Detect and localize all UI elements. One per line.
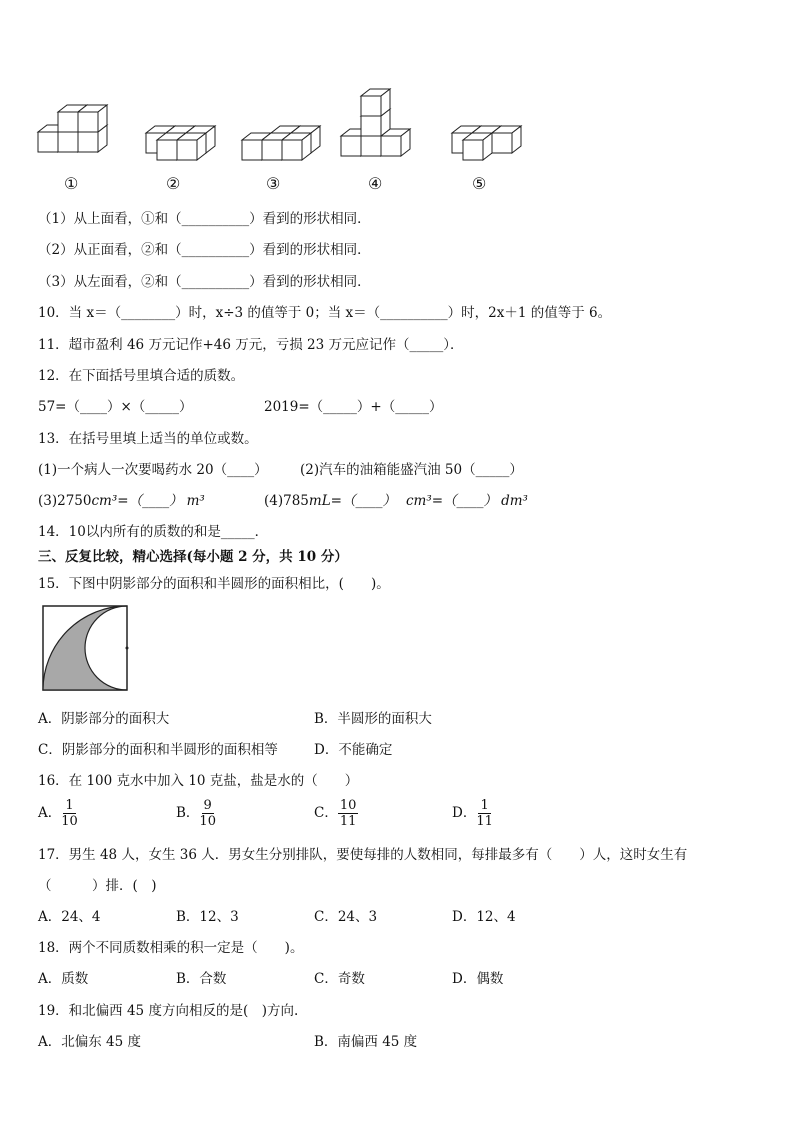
q9-sub2: （2）从正面看，②和（__________）看到的形状相同． [38, 242, 371, 258]
question-15-option-d: D．不能确定 [314, 742, 393, 758]
question-12-a: 57=（____）×（_____） [38, 399, 193, 415]
section-3-heading: 三、反复比较，精心选择(每小题 2 分，共 10 分） [38, 549, 348, 565]
question-12-b: 2019=（_____）+（_____） [264, 399, 443, 415]
question-13-part1: (1)一个病人一次要喝药水 20（____） [38, 462, 268, 478]
question-19-option-b: B．南偏西 45 度 [314, 1034, 418, 1050]
semicircle-shaded-figure [40, 603, 132, 695]
cube-figure-5 [438, 118, 528, 163]
question-18-option-a: A．质数 [38, 971, 89, 987]
q9-sub3: （3）从左面看，②和（__________）看到的形状相同． [38, 274, 371, 290]
question-18-option-c: C．奇数 [314, 971, 365, 987]
cube-face [58, 132, 78, 152]
cube-face [78, 112, 98, 132]
question-18-option-b: B．合数 [176, 971, 227, 987]
cube-face [38, 132, 58, 152]
question-13-part4: (4)785mL=（____） cm³=（____） dm³ [264, 493, 528, 509]
cube-face [157, 140, 177, 160]
question-13-part3: (3)2750cm³=（____） m³ [38, 493, 205, 509]
question-17-option-b: B．12、3 [176, 909, 239, 925]
cube-face [463, 140, 483, 160]
cube-figure-1 [30, 98, 120, 158]
figure-label-2: ② [166, 174, 181, 193]
question-19-stem: 19．和北偏西 45 度方向相反的是( )方向. [38, 1003, 299, 1019]
q9-sub1: （1）从上面看，①和（__________）看到的形状相同． [38, 211, 371, 227]
figure-label-3: ③ [266, 174, 281, 193]
cube-face [78, 132, 98, 152]
cube-face [177, 140, 197, 160]
cube-figure-4 [336, 80, 426, 160]
question-16-option-c: C． $\frac{10}{11}$ [314, 798, 357, 829]
question-11: 11．超市盈利 46 万元记作+46 万元，亏损 23 万元应记作（_____）． [38, 337, 464, 353]
figure-label-5: ⑤ [472, 174, 487, 193]
question-17-option-d: D．12、4 [452, 909, 516, 925]
cube-face [361, 136, 381, 156]
question-16-stem: 16．在 100 克水中加入 10 克盐，盐是水的（ ） [38, 773, 359, 789]
question-17-option-a: A．24、4 [38, 909, 101, 925]
cube-face [381, 136, 401, 156]
cube-face [282, 140, 302, 160]
question-16-option-d: D． $\frac{1}{11}$ [452, 798, 493, 829]
question-15-stem: 15．下图中阴影部分的面积和半圆形的面积相比，( )。 [38, 576, 390, 592]
question-19-option-a: A．北偏东 45 度 [38, 1034, 142, 1050]
question-17-option-c: C．24、3 [314, 909, 378, 925]
question-10: 10．当 x＝（________）时，x÷3 的值等于 0；当 x＝（__________）时，2x＋1 的值等于 6。 [38, 305, 612, 321]
question-16-option-b: B． $\frac{9}{10}$ [176, 798, 216, 829]
cube-face [492, 133, 512, 153]
question-18-option-d: D．偶数 [452, 971, 504, 987]
cube-face [262, 140, 282, 160]
question-14: 14．10以内所有的质数的和是_____． [38, 524, 269, 540]
cube-figure-3 [236, 108, 326, 163]
cube-face [242, 140, 262, 160]
cube-face [58, 112, 78, 132]
cube-figure-2 [132, 108, 232, 163]
question-17-line2: （ ）排．( ) [38, 878, 157, 894]
question-18-stem: 18．两个不同质数相乘的积一定是（ )。 [38, 940, 304, 956]
cube-face [341, 136, 361, 156]
question-15-option-b: B．半圆形的面积大 [314, 711, 432, 727]
question-12-stem: 12．在下面括号里填合适的质数。 [38, 368, 245, 384]
question-13-stem: 13．在括号里填上适当的单位或数。 [38, 431, 258, 447]
cube-face [361, 116, 381, 136]
question-17-line1: 17．男生 48 人，女生 36 人．男女生分别排队，要使每排的人数相同，每排最多有（ ）人，这时女生有 [38, 847, 688, 863]
question-13-part2: (2)汽车的油箱能盛汽油 50（_____） [300, 462, 523, 478]
figure-label-4: ④ [368, 174, 383, 193]
question-15-option-a: A．阴影部分的面积大 [38, 711, 170, 727]
question-16-option-a: A． $\frac{1}{10}$ [38, 798, 78, 829]
cube-face [361, 96, 381, 116]
figure-label-1: ① [64, 174, 79, 193]
question-15-option-c: C．阴影部分的面积和半圆形的面积相等 [38, 742, 278, 758]
